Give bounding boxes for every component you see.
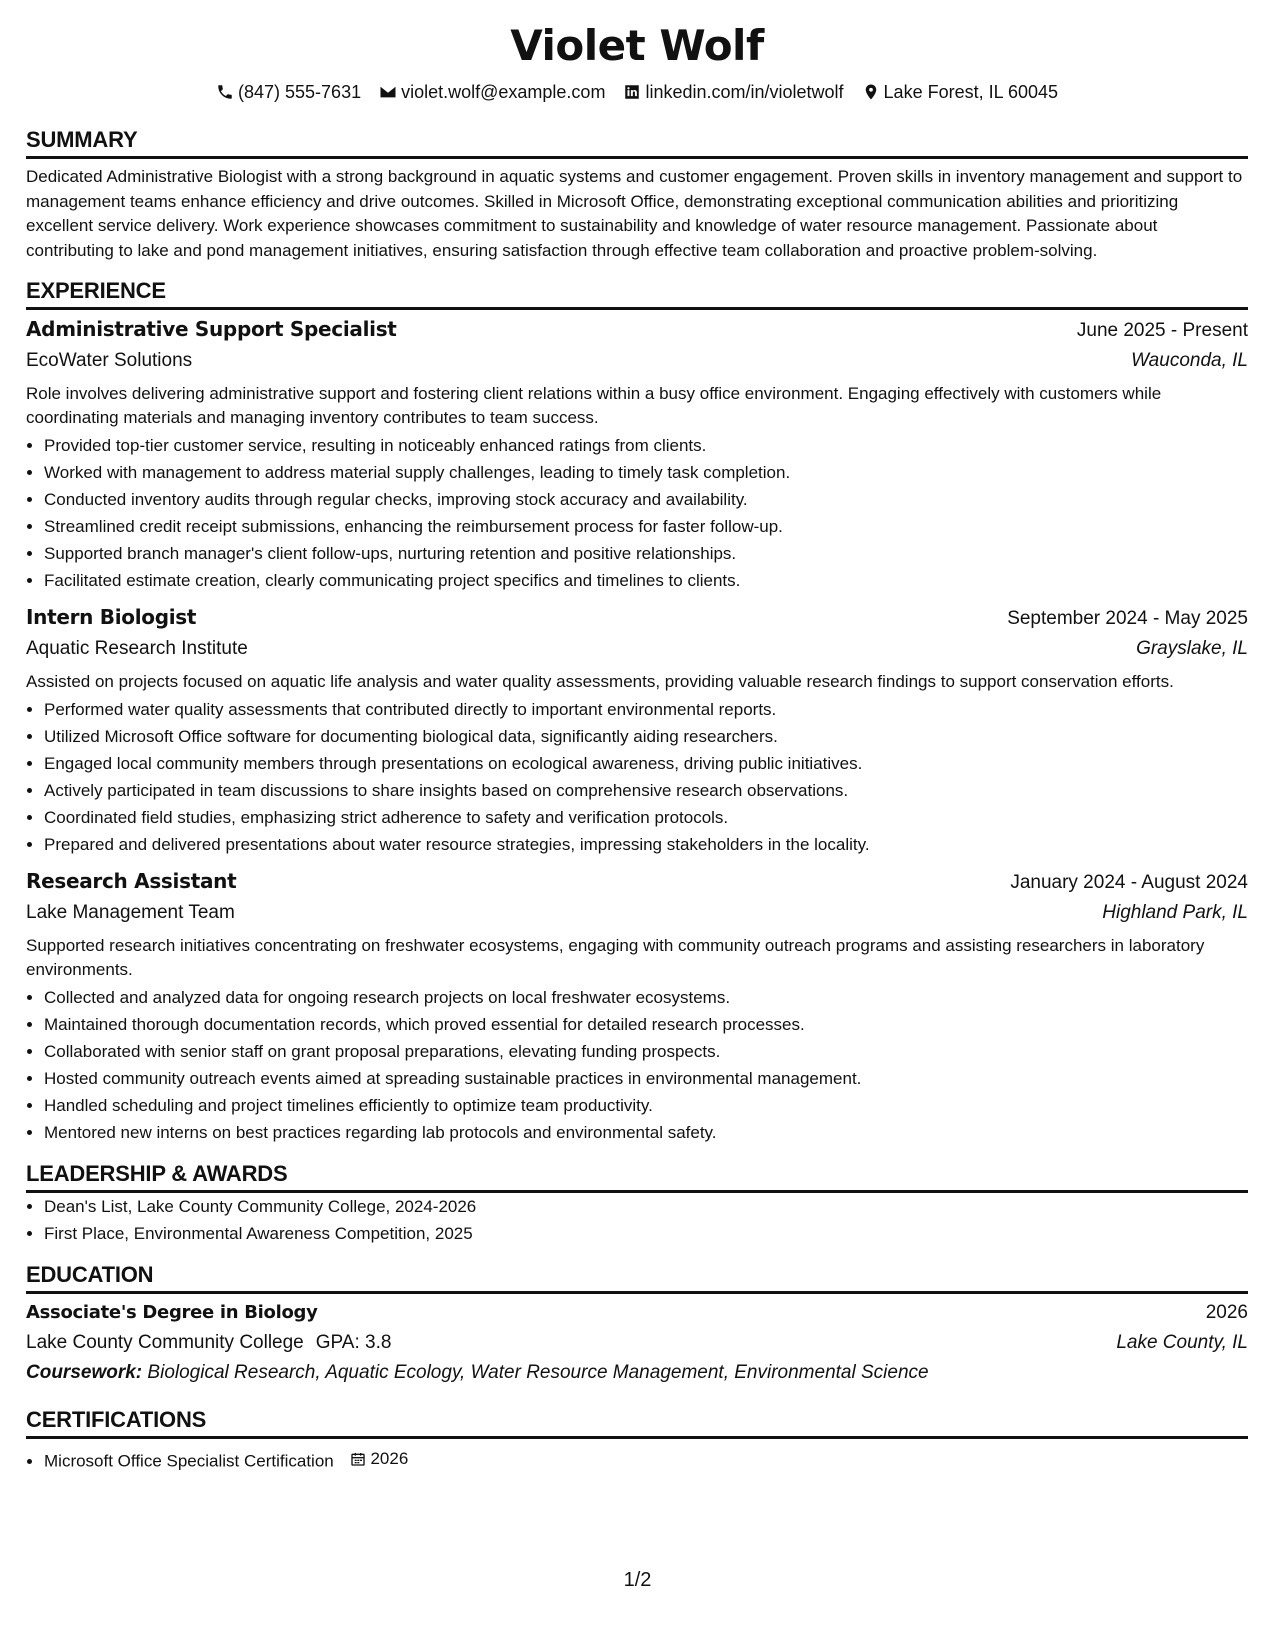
education-school-line — [26, 1328, 391, 1358]
education-heading: EDUCATION — [26, 1261, 1248, 1294]
linkedin-icon — [623, 83, 641, 101]
education-section — [26, 1261, 1248, 1388]
list-item: • Worked with management to address material supply challenges, leading to timely task completion. — [44, 459, 1248, 486]
list-item: • Engaged local community members through presentations on ecological awareness, driving public initiatives. — [44, 750, 1248, 777]
education-school-row — [26, 1328, 1248, 1358]
page-number: 1/2 — [623, 1569, 652, 1591]
coursework-label: Coursework: — [26, 1362, 143, 1383]
list-item: • Facilitated estimate creation, clearly communicating project specifics and timelines to clients. — [44, 567, 1248, 594]
summary-text: Dedicated Administrative Biologist with a strong background in aquatic systems and customer engagement. Proven skills in inventory management and support to management teams enhance efficiency and drive outcomes. Skilled in Microsoft Office, demonstrating exceptional communication abilities and prioritizing excellent service delivery. Work experience showcases commitment to sustainability and knowledge of water resource management. Passionate about contributing to lake and pond management initiatives, ensuring satisfaction through effective team collaboration and proactive problem-solving. — [26, 167, 1243, 260]
list-item: • Collaborated with senior staff on grant proposal preparations, elevating funding prospects. — [44, 1038, 1248, 1065]
candidate-name: Violet Wolf — [510, 21, 764, 70]
certifications-list — [26, 1445, 1248, 1475]
education-coursework — [26, 1358, 1248, 1388]
job-company: Aquatic Research Institute — [26, 638, 248, 659]
contact-linkedin-text: linkedin.com/in/violetwolf — [645, 82, 844, 102]
list-item — [44, 1445, 1248, 1475]
experience-section — [26, 277, 1248, 1146]
certification-name: Microsoft Office Specialist Certification — [44, 1451, 334, 1471]
contact-bar — [26, 80, 1248, 104]
map-pin-icon — [862, 83, 880, 101]
leadership-section — [26, 1160, 1248, 1247]
contact-email[interactable] — [379, 80, 605, 104]
contact-phone[interactable] — [216, 80, 361, 104]
job-company: Lake Management Team — [26, 902, 235, 923]
job-company-row — [26, 346, 1248, 376]
list-item: • Collected and analyzed data for ongoing research projects on local freshwater ecosystems. — [44, 984, 1248, 1011]
job-entry — [26, 602, 1248, 858]
list-item: • Maintained thorough documentation records, which proved essential for detailed research processes. — [44, 1011, 1248, 1038]
coursework-text: Biological Research, Aquatic Ecology, Water Resource Management, Environmental Science — [147, 1362, 929, 1383]
job-header-row — [26, 866, 1248, 898]
phone-icon — [216, 83, 234, 101]
job-location: Wauconda, IL — [1131, 350, 1248, 371]
job-entry — [26, 314, 1248, 594]
education-school: Lake County Community College — [26, 1332, 304, 1353]
certifications-section — [26, 1406, 1248, 1475]
job-header-row — [26, 602, 1248, 634]
job-entry — [26, 866, 1248, 1146]
list-item: • Mentored new interns on best practices regarding lab protocols and environmental safety. — [44, 1119, 1248, 1146]
list-item: • Actively participated in team discussions to share insights based on comprehensive research observations. — [44, 777, 1248, 804]
awards-list — [26, 1193, 1248, 1247]
calendar-icon — [350, 1451, 366, 1467]
job-dates: January 2024 - August 2024 — [1010, 872, 1248, 893]
list-item: • Supported branch manager's client follow-ups, nurturing retention and positive relationships. — [44, 540, 1248, 567]
list-item: • Provided top-tier customer service, resulting in noticeably enhanced ratings from clients. — [44, 432, 1248, 459]
education-header-row — [26, 1298, 1248, 1328]
job-description: Assisted on projects focused on aquatic life analysis and water quality assessments, providing valuable research findings to support conservation efforts. — [26, 672, 1174, 691]
certification-date — [350, 1445, 408, 1472]
job-company-row — [26, 634, 1248, 664]
job-bullets — [26, 432, 1248, 594]
job-title: Administrative Support Specialist — [26, 317, 397, 341]
list-item: • First Place, Environmental Awareness Competition, 2025 — [44, 1220, 1248, 1247]
job-company: EcoWater Solutions — [26, 350, 193, 371]
list-item: • Utilized Microsoft Office software for documenting biological data, significantly aiding researchers. — [44, 723, 1248, 750]
resume-page — [26, 18, 1248, 1475]
list-item: • Hosted community outreach events aimed at spreading sustainable practices in environmental management. — [44, 1065, 1248, 1092]
contact-location — [862, 80, 1058, 104]
list-item: • Streamlined credit receipt submissions, enhancing the reimbursement process for faster follow-up. — [44, 513, 1248, 540]
job-bullets — [26, 696, 1248, 858]
certification-year: 2026 — [370, 1449, 409, 1468]
list-item: • Coordinated field studies, emphasizing strict adherence to safety and verification protocols. — [44, 804, 1248, 831]
job-company-row — [26, 898, 1248, 928]
contact-email-text: violet.wolf@example.com — [401, 82, 606, 102]
experience-heading: EXPERIENCE — [26, 277, 1248, 310]
job-location: Highland Park, IL — [1102, 902, 1248, 923]
job-header-row — [26, 314, 1248, 346]
list-item: • Handled scheduling and project timelines efficiently to optimize team productivity. — [44, 1092, 1248, 1119]
job-location: Grayslake, IL — [1136, 638, 1248, 659]
list-item: • Conducted inventory audits through regular checks, improving stock accuracy and availability. — [44, 486, 1248, 513]
list-item: • Prepared and delivered presentations about water resource strategies, impressing stakeholders in the locality. — [44, 831, 1248, 858]
education-year: 2026 — [1205, 1302, 1248, 1323]
education-degree: Associate's Degree in Biology — [26, 1302, 318, 1323]
leadership-heading: LEADERSHIP & AWARDS — [26, 1160, 1248, 1193]
job-title: Intern Biologist — [26, 605, 197, 629]
job-description: Role involves delivering administrative support and fostering client relations within a busy office environment. Engaging effectively with customers while coordinating materials and managing inventory contributes to team success. — [26, 384, 1162, 427]
envelope-icon — [379, 83, 397, 101]
job-title: Research Assistant — [26, 869, 237, 893]
contact-phone-text: (847) 555-7631 — [238, 82, 362, 102]
job-bullets — [26, 984, 1248, 1146]
summary-section — [26, 126, 1248, 263]
list-item: • Performed water quality assessments that contributed directly to important environmental reports. — [44, 696, 1248, 723]
education-gpa: GPA: 3.8 — [315, 1332, 392, 1353]
job-dates: September 2024 - May 2025 — [1007, 608, 1248, 629]
certifications-heading: CERTIFICATIONS — [26, 1406, 1248, 1439]
education-location: Lake County, IL — [1116, 1332, 1248, 1353]
summary-heading: SUMMARY — [26, 126, 1248, 159]
job-description: Supported research initiatives concentrating on freshwater ecosystems, engaging with community outreach programs and assisting researchers in laboratory environments. — [26, 936, 1205, 979]
contact-linkedin[interactable] — [623, 80, 843, 104]
contact-location-text: Lake Forest, IL 60045 — [883, 82, 1058, 102]
list-item: • Dean's List, Lake County Community College, 2024-2026 — [44, 1193, 1248, 1220]
job-dates: June 2025 - Present — [1076, 320, 1248, 341]
